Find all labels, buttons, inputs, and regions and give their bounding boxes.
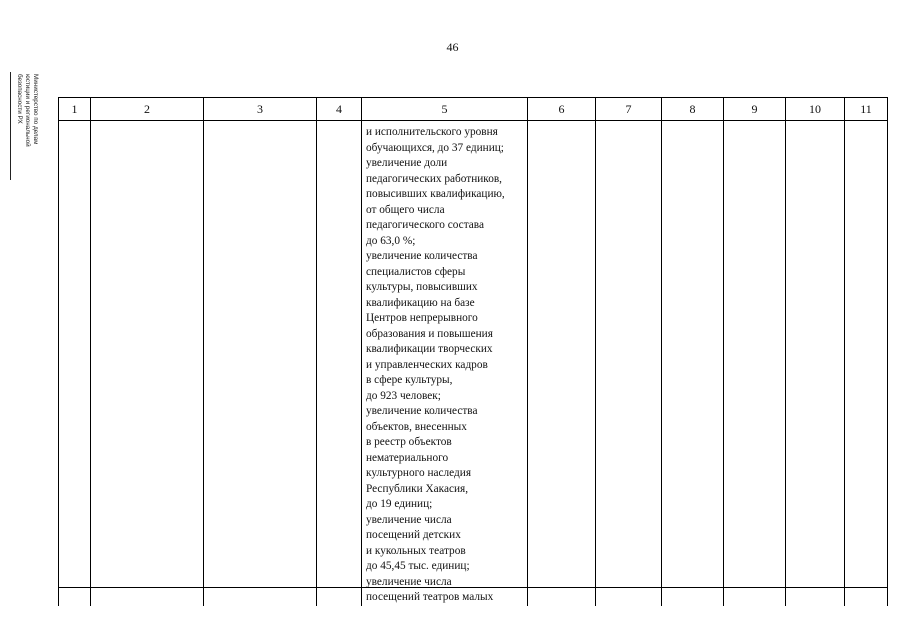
- text-line: увеличение количества: [366, 250, 478, 262]
- text-line: педагогических работников,: [366, 172, 503, 185]
- text-line: объектов, внесенных: [366, 420, 467, 433]
- page-number: 46: [446, 40, 459, 54]
- text-line: увеличение количества: [366, 405, 478, 417]
- table-cell: [204, 121, 317, 606]
- text-line: образования и повышения: [366, 327, 493, 340]
- stamp-line: безопасности РХ: [16, 74, 23, 124]
- text-line: посещений театров малых: [366, 591, 494, 603]
- text-line: в реестр объектов: [366, 436, 452, 448]
- table-cell: [786, 121, 845, 606]
- column-header: 2: [91, 98, 204, 121]
- text-line: до 19 единиц;: [366, 498, 433, 510]
- indicators-text: [362, 121, 527, 606]
- table-cell-indicators: [362, 121, 528, 606]
- column-header: 11: [845, 98, 888, 121]
- table-row: [59, 121, 888, 606]
- text-line: увеличение числа: [366, 575, 452, 588]
- table-header-row: [59, 98, 888, 121]
- text-line: в сфере культуры,: [366, 374, 453, 386]
- text-line: квалификацию на базе: [366, 296, 475, 309]
- text-line: культурного наследия: [366, 467, 472, 479]
- column-header: 5: [362, 98, 528, 121]
- column-header: 1: [59, 98, 91, 121]
- column-header: 3: [204, 98, 317, 121]
- text-line: посещений детских: [366, 529, 461, 541]
- text-line: квалификации творческих: [366, 343, 493, 355]
- text-line: до 63,0 %;: [366, 234, 416, 247]
- stamp-line: юстиции и региональной: [24, 74, 31, 147]
- table-cell: [528, 121, 596, 606]
- column-header: 10: [786, 98, 845, 121]
- text-line: до 923 человек;: [366, 389, 441, 402]
- text-line: увеличение доли: [366, 157, 448, 169]
- column-header: 6: [528, 98, 596, 121]
- table-cell: [59, 121, 91, 606]
- text-line: специалистов сферы: [366, 265, 466, 278]
- text-line: Центров непрерывного: [366, 312, 478, 324]
- table-cell: [317, 121, 362, 606]
- text-line: повысивших квалификацию,: [366, 188, 505, 200]
- column-header: 9: [724, 98, 786, 121]
- table-cell: [724, 121, 786, 606]
- text-line: от общего числа: [366, 203, 445, 216]
- document-table: [58, 97, 888, 606]
- table-bottom-border: [58, 587, 887, 588]
- table-cell: [91, 121, 204, 606]
- text-line: увеличение числа: [366, 513, 452, 526]
- table-cell: [662, 121, 724, 606]
- text-line: обучающихся, до 37 единиц;: [366, 141, 504, 154]
- column-header: 4: [317, 98, 362, 121]
- stamp-text: [15, 74, 39, 180]
- text-line: педагогического состава: [366, 219, 484, 231]
- text-line: Республики Хакасия,: [366, 482, 469, 495]
- column-header: 8: [662, 98, 724, 121]
- registration-stamp: [10, 72, 41, 180]
- column-header: 7: [596, 98, 662, 121]
- text-line: нематериального: [366, 451, 449, 464]
- text-line: до 45,45 тыс. единиц;: [366, 560, 470, 572]
- text-line: и исполнительского уровня: [366, 126, 498, 138]
- text-line: и управленческих кадров: [366, 358, 488, 371]
- table-cell: [845, 121, 888, 606]
- stamp-line: Министерство по делам: [32, 74, 39, 145]
- text-line: и кукольных театров: [366, 544, 466, 557]
- text-line: культуры, повысивших: [366, 281, 478, 293]
- table-cell: [596, 121, 662, 606]
